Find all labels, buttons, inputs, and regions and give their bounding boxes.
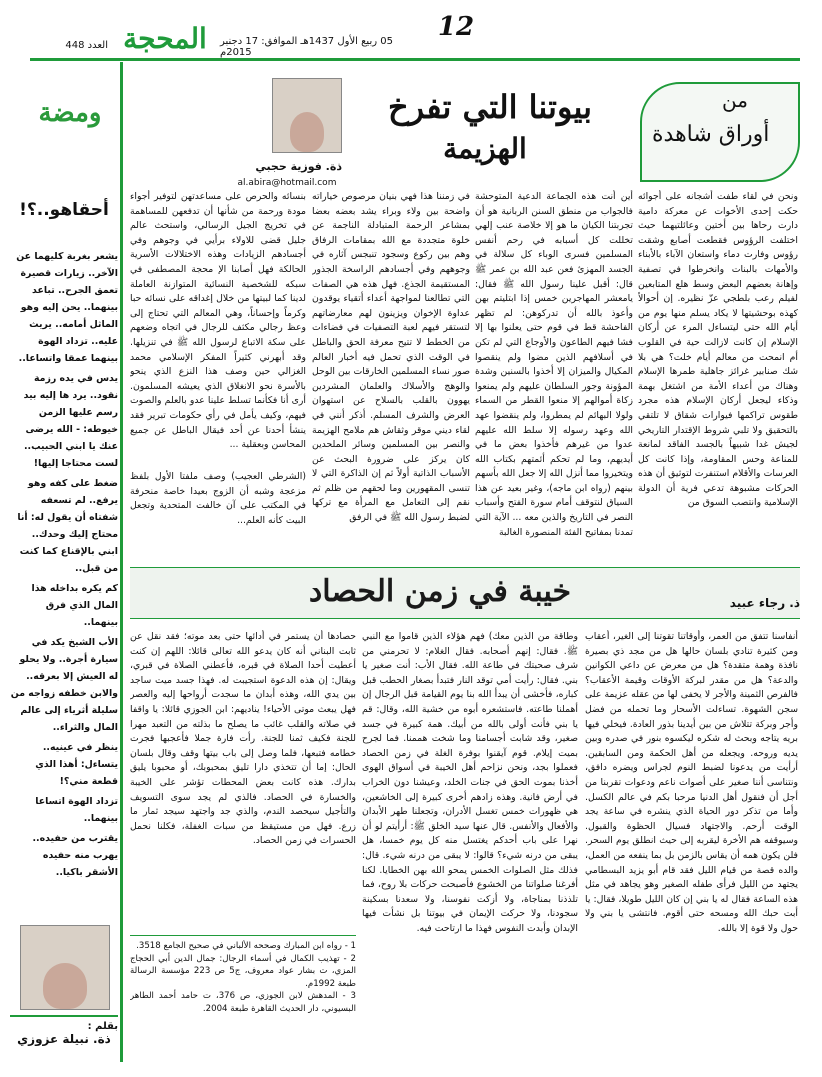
sidebar-author: [10, 1015, 118, 1046]
issue-number: العدد 448: [65, 40, 108, 51]
author-photo-sidebar: [20, 925, 110, 1010]
article2-author: ذ. رجاء عبيد: [729, 596, 800, 610]
banner-line1: من: [722, 88, 748, 112]
banner-line2: أوراق شاهدة: [652, 122, 770, 147]
author-photo-article1: [272, 78, 342, 153]
sidebar-paragraph: الأب الشيخ يكد في سيارة أجرة.. ولا يحلو له العيش إلا بعرقه.. والابن خطفه زواجه من سليلة أثرياء إلى عالم المال والثراء..: [10, 637, 118, 733]
article1-email: al.abira@hotmail.com: [237, 178, 337, 188]
article1-column-3: في زمننا هذا فهي بنيان مرصوص خياراته واضحة بين ولاء وبراء يشد بعضه بعضا بمشاعر الرحمة المتبادلة الناجمة عن خلوة متجددة مع الله بمقامات الرفاق وهم بين ركوع وسجود تنبجس آثاره في وجوههم وفي أجسادهم الراسخة الجذور المستقيمة الجذع. فهل هذه هي الصفات التي تطالعنا لمواجهة أعداء أتقياء يوقدون عداوة الإخوان ويزينون لهم معارضاتهم لتستقر فيهم لعبة التصفيات في فضاءات من الخطط لا تتيح معرفة الحق والباطل في الوقت الذي تحمل فيه أخبار العالم صور نساء المسلمين الخارقات بين الوحل والوهج والأسلاك والعلمان المشردين يهوون بالقلب بالسلاح عن استهوان العرض والشرف المسلم. أذكر أنني في لقاء ديني موقر وثقاش هم ملامح الهزيمة والنصر بين المسلمين وسائر الملحدين كان يركز على ضرورة البحث عن الأسباب الذاتية أولاً ثم إن الذاكرة التي لا تنسى المقهورين وما لحقهم من ظلم ثم نقم إلى التعامل مع المرأة مع تركها لضبط رسول الله ﷺ في الرفق: [312, 191, 470, 524]
header-rule: [30, 58, 800, 61]
sidebar-paragraph: تزداد الهوة اتساعا بينهما..: [35, 796, 118, 824]
article2-column-2: وطاقة من الذين معك) فهم هؤلاء الذين قاموا مع النبي ﷺ. فقال: إنهم أصحابه. فقال الغلام: لا تحرمني من شرف صحبتك في طاعة الله. فقال الأب: أنت صغير يا بني. فقال: رأيت أمي توقد النار فتبدأ بصغار الحطب قبل كباره، فأخشى أن يبدأ الله بنا يوم القيامة قبل الرجال إن أهملنا طاعته. فاستشعره أبوه من خشية الله، وقال: قم يا بني فأنت أولى بالله من أبيك. همة كبيرة في جسد صغير، وقد شابت أجسامنا وما شخت هممنا. فما لجرح بميت إيلام. قوم آيقنوا بوفرة الغلة في زمن الحصاد فعملوا بجد، ونحن نزاحم أهل الخيبة في أسواق الهوى أخذنا بموت الحق في جنات الخلد، وعيشنا دون الخراب في أرض فانية. وهذه زادهم أخرى كبيرة إلى الخاشعين، هي ظهورات خمس تغسل الأدران، وتجعلنا طهر الأبدان والأفعال والأنفس. قال عنها سيد الخلق ﷺ: أرأيتم لو أن نهرا على باب أحدكم يغتسل منه كل يوم خمسا، هل يبقى من درنه شيء؟ قالوا: لا يبقى من درنه شيء. قال: فذلك مثل الصلوات الخمس يمحو الله بهن الخطايا. لكنا أفرغنا صلواتنا من الخشوع فأصبحت حركات بلا روح، فما تلذذنا بمناجاة، ولا أزكت نفوسنا، ولا سعدنا بسكينة سجودنا، ولا حركت الإيمان في بيوتنا بل نشأت فيها الإبدان وأبدت النفوس فهذا ما ارتاحت فيه.: [362, 631, 578, 934]
footnote-rule: [130, 935, 356, 936]
sidebar-banner-title: ومضة: [38, 98, 102, 128]
article1-column-4-end: (الشرطي العجيب) وصف ملفتا الأول بلفظ مزعجة وشبه أن الزوج بعيدا خاصة منحرفة في المكتب على آن خالفت المتحدية وتجعل البيت كأنه العلم...: [130, 471, 306, 526]
sidebar-title: أحقاهو..؟!: [19, 200, 109, 220]
footnote-1: 1 - رواه ابن المبارك وصححه الألباني في صحيح الجامع 3518.: [136, 941, 356, 951]
sidebar-paragraph: ضغط على كفه وهو يرفع.. لم تسعفه شفتاه أن يقول له: أنا محتاج إليك وحدك.. ابني بالإقناع كما كنت من قبل..: [17, 478, 118, 574]
article1-column-2: أين أنت هذه الجماعة الدعية المتوحشة فالجواب من منطق السنن الربانية هو أن تجربتنا الكيان ما هو إلا خلاصة عنب إلهي تخللت كل أسبابه في رحم أنفس المسلمين فسرى الوباء كل سلالة في الجسد المهزئ فعن عبد الله بن عمر ﷺ قال: أقبل علينا رسول الله ﷺ فقال: يامعشر المهاجرين خمس إذا ابتليتم بهن وأعوذ بالله أن تدركوهن: لم تظهر الفاحشة قط في قوم حتى يعلنوا بها إلا فشا فيهم الطاعون والأوجاع التي لم تكن في أسلافهم الذين مضوا ولم ينقصوا المكيال والميزان إلا أخذوا بالسنين وشدة المؤونة وجور السلطان عليهم ولم يمنعوا زكاة أموالهم إلا منعوا القطر من السماء ولولا البهائم لم يمطروا، ولم ينقضوا عهد الله وعهد رسوله إلا سلط الله عليهم عدوا من غيرهم فأخذوا بعض ما في أيديهم، وما لم تحكم أئمتهم بكتاب الله ويتخيروا مما أنزل الله إلا جعل الله بأسهم بينهم (رواه ابن ماجه)، وغير بعيد عن هذا السياق لنتوقف أمام سورة الفتح وأسباب النصر في التاريخ والذين معه ... الآية التي تمدنا بمفاتيح الفئة المنصورة الغالبة: [475, 191, 633, 538]
page-number: 12: [437, 12, 475, 42]
sidebar-author-label: بقلم :: [87, 1021, 118, 1032]
article2-title: خيبة في زمن الحصاد: [308, 574, 572, 609]
sidebar-story: [10, 248, 118, 888]
portrait-figure: [290, 112, 324, 152]
article1-column-1: ونحن في لقاء طفت أشجانه على أجوائه حكت إحدى الأخوات عن معركة دامية دارت رحاها بين أختين وعائلتيهما حيث اختلفت الرؤوس فقطعت أصابع وشقت رؤوس وفارت دماء واستعان الآباء بالأبناء والأمهات بالبنات وانخرطوا في تصفية وإهانة بعضهم البعض وسط هلع المتابعين لفيلم رعب بلطجي عزّ نظيره. إن أحوالاً كهذه بوحشيتها لا يكاد يسلم منها يوم من أيام الله حتى ليتساءل المرء عن أركان الإسلام إن كانت لازالت حية في القلوب أم انمحت من معالم أيام خلت؟ هي بلا شك صنابير غرائز جاهلية طمرها الإسلام وهناك من أعداء الأمة من اشتغل بهمة وذكاء ليجعل أركان الإسلام هذه مجرد طقوس تراكمها فيوارات شقاق لا تلتقي بالتحقيق ولا تلبي شروط الإقتدار التاريخي لجيش غدا شبيهاً بالجسد الفاقد لمانعة للمناعة وحس المقاومة، وإذا كانت كل العرسات والأقلام استنفرت لتوثيق أن هذه الحركات مشبوهة تدعي فرية أن الدولة الإسلامية وانتصب السوق من: [638, 191, 798, 509]
sidebar-paragraph: ينظر في عينيه.. يتساءل: أهذا الذي قطعة مني؟!: [35, 742, 118, 787]
article2-column-3: حصادها أن يستمر في أدائها حتى بعد موته؛ فقد نقل عن ثابت البناني أنه كان يدعو الله تعالى قائلا: اللهم إن كنت أعطيت أحدا الصلاة في قبره، فأعطني الصلاة في قبري، ويقال: إن هذه الدعوة استجيبت له. فهذا جسد ميت ساجد بين يدي الله، وهذه أبدان ما سجدت أرواحها إليه والعصر فهل يبعث موتى الأحياء! يناديهم: ابن الجوزي قائلا: يا واقفا في صلاته والقلب غائب ما يصلح ما بذلته من التعبد مهرا للجنة فكيف ثمنا للجنة. رأت فارة جملا فأعجبها فجرت خطامه فتبعها، فلما وصل إلى باب بيتها وقف وقال بلسان الحال: إما أن تتخذي دارا تليق بمحبوبك، أو محبوبا يليق بدارك. هذه كانت بعض المحطات تؤشر على الخيبة والخسارة في الحصاد. فالذي لم يجد سوى التسويف والتأجيل سيحصد الندم، والذي جد واجتهد سيجد ثمار ما زرع. فهل من مستيقظ من سبات الغفلة، فكلنا نحمل الحسرات في زمن الحصاد.: [130, 631, 356, 847]
sidebar-paragraph: يشعر بغربة كليهما عن الآخر.. زيارات قصيرة تعمق الجرح.. تباعد بينهما.. يحن إليه وهو الماثل أمامه.. يريث عليه.. تزداد الهوة بينهما عمقا واتساعا..: [16, 251, 118, 364]
sidebar-paragraph: [10, 884, 118, 888]
sidebar-divider: [120, 62, 123, 1062]
article1-author: ذة. فوزية حجبي: [255, 160, 342, 173]
section-banner: [640, 82, 800, 182]
magazine-logo: المحجة: [123, 22, 207, 55]
page-header: [0, 0, 822, 60]
sidebar-paragraph: يدس في يده رزمة نقود.. يرد ها إليه بيد رسم عليها الزمن خيوطه: - الله يرضى عنك يا ابني الحبيب.. لست محتاجا إليها!: [23, 373, 118, 469]
sidebar-paragraph: كم يكره بداخله هذا المال الذي فرق بينهما..: [31, 583, 118, 628]
article1-title-line2: الهزيمة: [443, 132, 527, 165]
article2-column-1: أنفاسنا تتفق من العمر، وأوقاتنا تقوتنا إلى الغير، أعقاب ومن كثيرة تنادي بلسان حالها هل من مجد ذي بصيرة نافذة وهمة متقدة؟ هل من معرض عن داعي الكوانين والدعة؟ هل من مقدر لبركة الأوقات وقيمة الأعقاب؟ فالفرص الثمينة والأجر لا يخفى لها من عقله عزيمة على سجن الشهوة. تساءلت الأسحار وما تحمله من فضل وأجر وبركة تتلاش من بين أيدينا بذور العادة. فيخلي فيها بريه يتاجه وبحث له شكره ليكسوه بنور في صدره وبين يديه وروحه. ويجعله من أهل الحكمة ومن السابقين. أرأيت من يدعونا لضبط النوم لجراس ويضره دافق، ونتناسى أننا صغير على أصوات ناعم ودعوات تقربنا من أجل أن فنقول أهل الدنيا مرحبا بكم في عالم الكسل. وأما من تذكر دور الحياة الذي ينشره في ساعة يجد الوقت أرحم. والاجتهاد فسيال الحظوة والقبول. وسيوقفه هم الأخرة ليقربه إلى حيث انطلق يوم السحر. فلن يكون همه أن يقاس بالزمن بل بما ينفعه من العمل، والده قصة من قيام الليل فقد قام أبو يزيد البسطامي يجتهد من الليل فرأى طفله الصغير وهو يجاهد في مثل هذه الساعة فقال له يا بني إن كان الليل طويلا، فقال: يا أبت حبك الله ومسحه حتى أقوم. فانتشى يا بني ولا حول ولا قوة إلا بالله.: [585, 631, 798, 934]
footnotes: [130, 940, 356, 1062]
sidebar-banner: [20, 78, 120, 148]
portrait-figure: [43, 963, 87, 1009]
article1-title-line1: بيوتنا التي تفرخ: [387, 88, 593, 126]
article1-column-4: بنسائه والحرص على مساعدتهن لتوفير أجواء مودة ورحمة من شأنها أن تدفعهن للمساهمة في تخريج الجيل الرسالي، واستحث عالم جليل قضى للاولاء برأيي في وجوهم وفي أجسادهم الزيادات وهذه الاختلالات الأسرية الحالكة فهل أصابنا الإ محجة المصطفى في سبكه للشخصية النسائية المتوازنة العاملة لدينا كما لبيتها من خلال إغداقه على نسائه حبا وكرماً وإحساناً، وهي المعالم التي تحتاج إلى وعظ رجالي مكثف للرجال في اتجاه وضعهم على سكة الاتباع لرسول الله ﷺ في تنزيلها. وقد أبهرني كثيراً المفكر الإسلامي محمد الغزالي حين وصف هذا النزع الذي ينحو بالأسرة نحو الانغلاق الذي يعيشه المسلمون. أرى أنا فكأنما تسلط علينا عدو بالعلم والصوت فيهم، وكيف يأمل في رأي حكومات تبرير فقد ينشأ أحدنا عن أحد فيقال الباطل عن جميع المحاسن وبعقلية ...: [130, 191, 306, 451]
sidebar-paragraph: يقترب من حفيده.. يهرب منه حفيده الأشقر باكيا..: [32, 833, 118, 878]
issue-date: 05 ربيع الأول 1437هـ الموافق: 17 دجنبر 2015م: [220, 36, 393, 58]
footnote-2: 2 - تهذيب الكمال في أسماء الرجال: جمال الدين أبي الحجاج المزي، ت بشار عواد معروف، ج5 ص 223 مؤسسة الرسالة طبعة 1992م.: [130, 953, 356, 989]
sidebar-author-name: ذة. نبيلة عزوزي: [17, 1032, 111, 1046]
footnote-3: 3 - المدهش لابن الجوزي، ص 376، ت حامد أحمد الطاهر البسيوني، دار الحديث القاهرة طبعة 2004.: [130, 991, 356, 1014]
